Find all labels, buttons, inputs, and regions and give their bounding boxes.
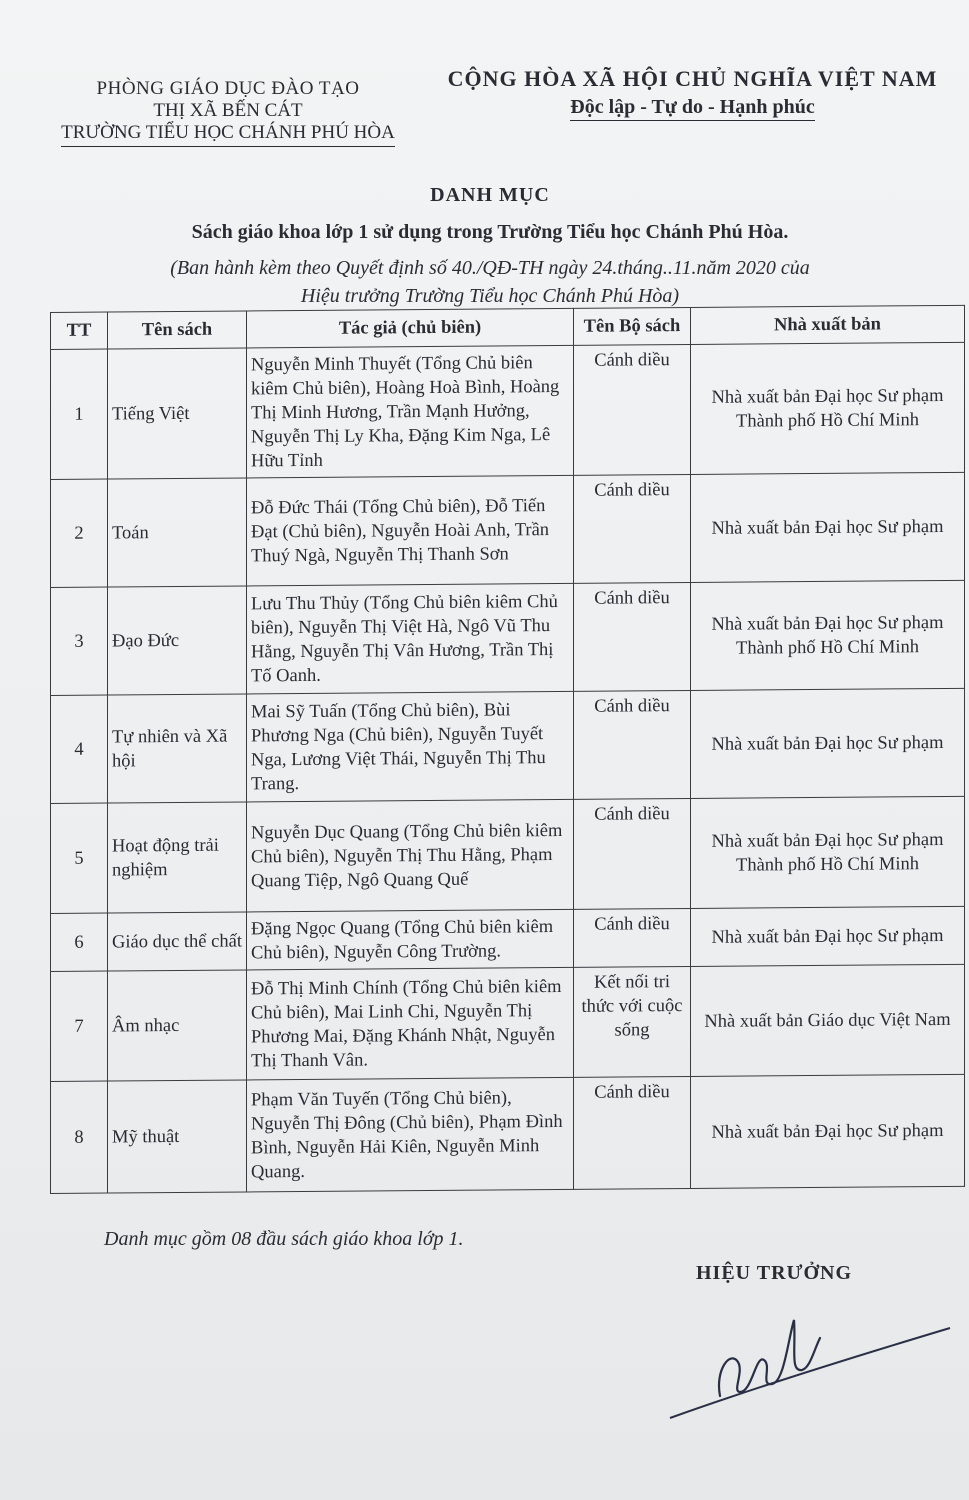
table-row	[51, 906, 965, 971]
nation-name: CỘNG HÒA XÃ HỘI CHỦ NGHĨA VIỆT NAM	[447, 66, 938, 91]
signature-mark	[660, 1300, 960, 1430]
book-set: Cánh diều	[574, 344, 691, 475]
table-row	[51, 472, 965, 587]
book-publisher: Nhà xuất bản Giáo dục Việt Nam	[691, 964, 965, 1076]
column-header-tt: TT	[51, 312, 108, 349]
decision-line-1: (Ban hành kèm theo Quyết định số 40./QĐ-TH ngày 24.tháng..11.năm 2020 của	[170, 257, 810, 279]
national-header	[420, 66, 965, 121]
book-name: Tự nhiên và Xã hội	[108, 694, 247, 803]
book-publisher: Nhà xuất bản Đại học Sư phạm	[691, 906, 965, 966]
row-number: 8	[51, 1081, 108, 1193]
column-header-set: Tên Bộ sách	[574, 307, 691, 345]
column-header-author: Tác giả (chủ biên)	[247, 308, 574, 348]
document-subtitle: Sách giáo khoa lớp 1 sử dụng trong Trường Tiểu học Chánh Phú Hòa.	[191, 221, 789, 243]
book-authors: Lưu Thu Thủy (Tổng Chủ biên kiêm Chủ biên), Nguyễn Thị Việt Hà, Ngô Vũ Thu Hằng, Nguyễn Thị Vân Hương, Trần Thị Tố Oanh.	[247, 583, 574, 694]
book-name: Giáo dục thể chất	[108, 912, 247, 971]
row-number: 4	[51, 695, 108, 803]
book-set: Cánh diều	[574, 798, 691, 909]
book-name: Toán	[108, 478, 247, 587]
school-name: TRƯỜNG TIỂU HỌC CHÁNH PHÚ HÒA	[61, 122, 395, 147]
book-publisher: Nhà xuất bản Đại học Sư phạm Thành phố Hồ Chí Minh	[691, 580, 965, 690]
book-set: Cánh diều	[574, 474, 691, 583]
row-number: 5	[51, 803, 108, 913]
book-publisher: Nhà xuất bản Đại học Sư phạm Thành phố Hồ Chí Minh	[691, 342, 965, 474]
book-authors: Nguyễn Dục Quang (Tổng Chủ biên kiêm Chủ biên), Nguyễn Thị Thu Hằng, Phạm Quang Tiệp, Ngô Quang Quế	[247, 799, 574, 912]
book-name: Hoạt động trải nghiệm	[108, 802, 247, 913]
table-row	[51, 1074, 965, 1193]
table-row	[51, 580, 965, 695]
book-name: Âm nhạc	[108, 970, 247, 1081]
book-publisher: Nhà xuất bản Đại học Sư phạm	[691, 688, 965, 798]
list-footnote: Danh mục gồm 08 đầu sách giáo khoa lớp 1.	[104, 1228, 464, 1250]
document-title: DANH MỤC	[430, 184, 550, 206]
book-authors: Đỗ Đức Thái (Tổng Chủ biên), Đỗ Tiến Đạt (Chủ biên), Nguyễn Hoài Anh, Trần Thuý Ngà, Nguyễn Thị Thanh Sơn	[247, 475, 574, 586]
issuer-header	[28, 78, 428, 147]
book-publisher: Nhà xuất bản Đại học Sư phạm Thành phố Hồ Chí Minh	[691, 796, 965, 908]
row-number: 3	[51, 587, 108, 695]
book-publisher: Nhà xuất bản Đại học Sư phạm	[691, 1074, 965, 1188]
book-authors: Phạm Văn Tuyến (Tổng Chủ biên), Nguyễn Thị Đông (Chủ biên), Phạm Đình Bình, Nguyễn Hải Kiên, Nguyễn Minh Quang.	[247, 1077, 574, 1192]
book-set: Cánh diều	[574, 690, 691, 799]
decision-reference	[40, 254, 940, 310]
row-number: 2	[51, 479, 108, 587]
textbook-table	[50, 305, 965, 1194]
principal-title: HIỆU TRƯỞNG	[696, 1262, 853, 1284]
row-number: 1	[51, 349, 108, 479]
department-name: PHÒNG GIÁO DỤC ĐÀO TẠO	[96, 78, 360, 99]
document-title-block	[40, 184, 940, 310]
book-name: Tiếng Việt	[108, 348, 247, 479]
book-set: Cánh diều	[574, 908, 691, 967]
book-set: Cánh diều	[574, 582, 691, 691]
book-publisher: Nhà xuất bản Đại học Sư phạm	[691, 472, 965, 582]
table-row	[51, 342, 965, 479]
column-header-name: Tên sách	[108, 311, 247, 349]
table-row	[51, 688, 965, 803]
decision-line-2: Hiệu trưởng Trường Tiểu học Chánh Phú Hòa)	[300, 285, 680, 307]
national-motto: Độc lập - Tự do - Hạnh phúc	[570, 96, 814, 121]
book-name: Đạo Đức	[108, 586, 247, 695]
book-authors: Đặng Ngọc Quang (Tổng Chủ biên kiêm Chủ biên), Nguyễn Công Trường.	[247, 909, 574, 970]
row-number: 7	[51, 971, 108, 1081]
book-authors: Đỗ Thị Minh Chính (Tổng Chủ biên kiêm Chủ biên), Mai Linh Chi, Nguyễn Thị Phương Mai, Đặng Khánh Nhật, Nguyễn Thị Thanh Vân.	[247, 967, 574, 1080]
book-name: Mỹ thuật	[108, 1080, 247, 1193]
textbook-table-wrapper	[50, 305, 965, 1194]
table-row	[51, 964, 965, 1081]
book-set: Cánh diều	[574, 1076, 691, 1189]
book-authors: Nguyễn Minh Thuyết (Tổng Chủ biên kiêm Chủ biên), Hoàng Hoà Bình, Hoàng Thị Minh Hương, Trần Mạnh Hưởng, Nguyễn Thị Ly Kha, Đặng Kim Nga, Lê Hữu Tỉnh	[247, 345, 574, 478]
table-row	[51, 796, 965, 913]
book-authors: Mai Sỹ Tuấn (Tổng Chủ biên), Bùi Phương Nga (Chủ biên), Nguyễn Tuyết Nga, Lương Việt Thái, Nguyễn Thị Thu Trang.	[247, 691, 574, 802]
book-set: Kết nối tri thức với cuộc sống	[574, 966, 691, 1077]
column-header-publisher: Nhà xuất bản	[691, 305, 965, 344]
row-number: 6	[51, 913, 108, 971]
town-name: THỊ XÃ BẾN CÁT	[153, 100, 303, 121]
